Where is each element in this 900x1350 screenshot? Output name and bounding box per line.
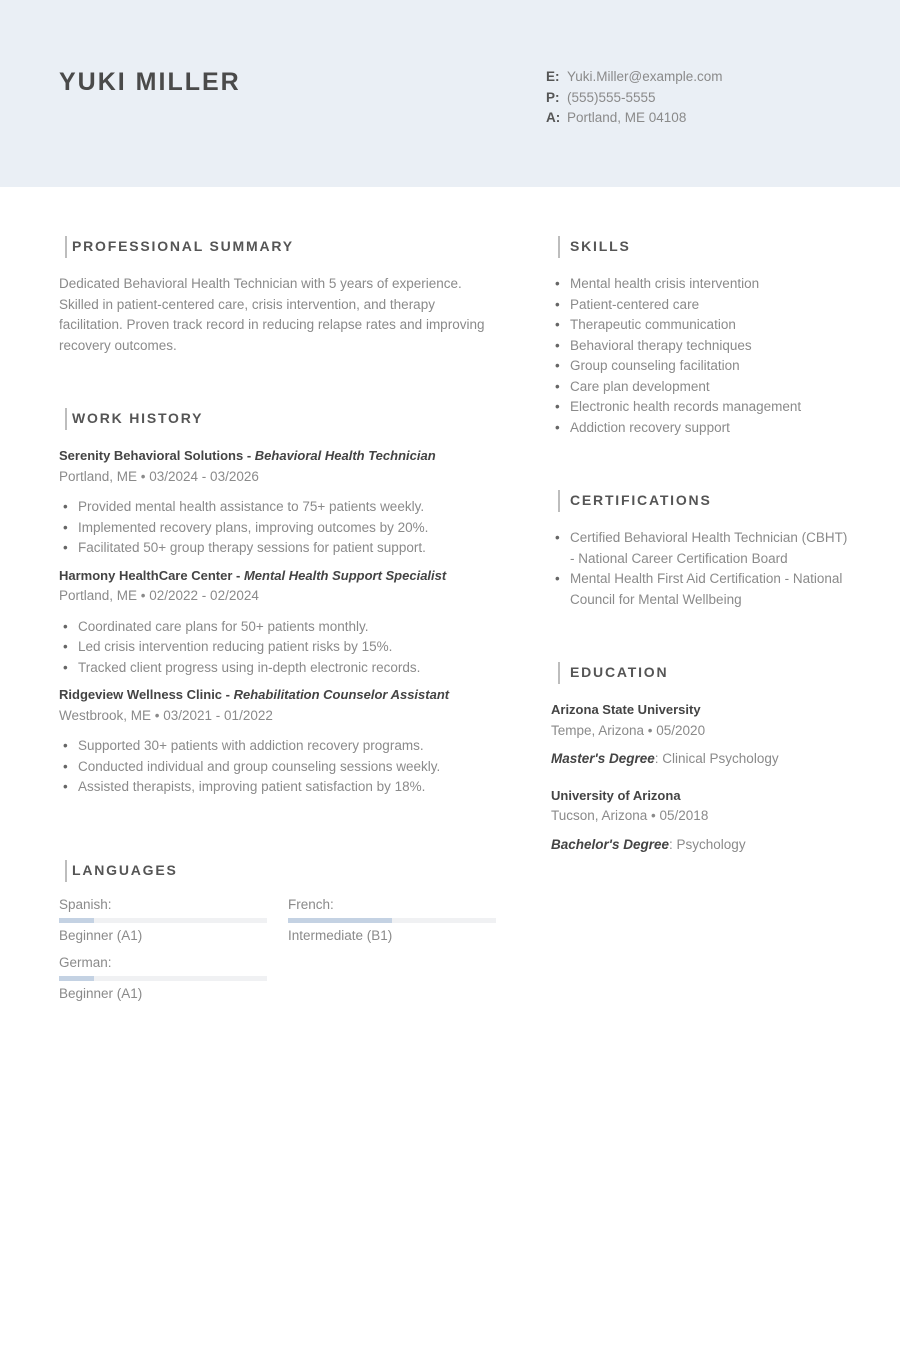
job-entry bbox=[59, 685, 499, 798]
job-separator: - bbox=[243, 448, 255, 463]
languages-heading: LANGUAGES bbox=[59, 860, 499, 882]
job-separator: - bbox=[222, 687, 234, 702]
languages-grid bbox=[59, 896, 499, 1003]
job-meta: Portland, ME • 02/2022 - 02/2024 bbox=[59, 588, 259, 603]
job-company: Serenity Behavioral Solutions bbox=[59, 448, 244, 463]
language-bar bbox=[59, 918, 267, 923]
job-entry bbox=[59, 446, 499, 559]
email-value[interactable]: Yuki.Miller@example.com bbox=[567, 69, 723, 84]
languages-section bbox=[59, 860, 499, 1003]
resume-header bbox=[0, 0, 900, 187]
email-label: E: bbox=[546, 69, 560, 84]
skills-section bbox=[551, 236, 851, 438]
certifications-list bbox=[551, 528, 851, 610]
list-item: • Tracked client progress using in-depth electronic records. bbox=[59, 658, 499, 679]
job-title-line bbox=[59, 685, 499, 706]
edu-school: University of Arizona bbox=[551, 787, 681, 803]
candidate-name: YUKI MILLER bbox=[59, 68, 241, 96]
language-item bbox=[288, 896, 496, 945]
language-bar bbox=[59, 976, 267, 981]
job-company: Ridgeview Wellness Clinic bbox=[59, 687, 223, 702]
list-item: • Certified Behavioral Health Technician (CBHT) - National Career Certification Board bbox=[551, 528, 851, 569]
list-item: • Conducted individual and group counseling sessions weekly. bbox=[59, 757, 499, 778]
education-section bbox=[551, 662, 851, 855]
language-level: Beginner (A1) bbox=[59, 927, 143, 943]
language-level: Intermediate (B1) bbox=[288, 927, 393, 943]
language-name: French: bbox=[288, 896, 334, 912]
language-bar bbox=[288, 918, 496, 923]
edu-separator: : bbox=[669, 836, 677, 852]
address-value: Portland, ME 04108 bbox=[567, 110, 687, 125]
education-heading: EDUCATION bbox=[551, 662, 851, 684]
language-name: Spanish: bbox=[59, 896, 112, 912]
job-role: Mental Health Support Specialist bbox=[243, 567, 447, 583]
work-history-section bbox=[59, 408, 499, 798]
job-title-line bbox=[59, 446, 499, 467]
contact-email-row bbox=[546, 67, 723, 88]
job-meta: Westbrook, ME • 03/2021 - 01/2022 bbox=[59, 707, 273, 723]
edu-degree: Bachelor's Degree bbox=[551, 836, 670, 852]
list-item: • Group counseling facilitation bbox=[551, 356, 851, 377]
job-role: Behavioral Health Technician bbox=[254, 448, 436, 463]
job-meta: Portland, ME • 03/2024 - 03/2026 bbox=[59, 468, 259, 484]
list-item: • Care plan development bbox=[551, 377, 851, 398]
language-bar-fill bbox=[288, 918, 392, 923]
job-bullets bbox=[59, 497, 499, 559]
edu-degree: Master's Degree bbox=[551, 751, 655, 766]
certifications-heading: CERTIFICATIONS bbox=[551, 490, 851, 512]
phone-label: P: bbox=[546, 89, 560, 105]
list-item: • Mental Health First Aid Certification - National Council for Mental Wellbeing bbox=[551, 569, 851, 610]
list-item: • Therapeutic communication bbox=[551, 315, 851, 336]
contact-address-row bbox=[546, 108, 723, 129]
edu-degree-line bbox=[551, 835, 851, 856]
list-item: • Implemented recovery plans, improving outcomes by 20%. bbox=[59, 518, 499, 539]
edu-meta: Tucson, Arizona • 05/2018 bbox=[551, 808, 709, 823]
work-history-heading: WORK HISTORY bbox=[59, 408, 499, 430]
job-role: Rehabilitation Counselor Assistant bbox=[233, 687, 450, 702]
education-entry bbox=[551, 786, 851, 856]
job-bullets bbox=[59, 617, 499, 679]
list-item: • Patient-centered care bbox=[551, 295, 851, 316]
list-item: • Addiction recovery support bbox=[551, 418, 851, 439]
language-item bbox=[59, 954, 267, 1003]
right-column bbox=[551, 236, 851, 855]
language-name: German: bbox=[59, 954, 112, 970]
skills-list bbox=[551, 274, 851, 438]
left-column bbox=[59, 236, 499, 1003]
skills-heading: SKILLS bbox=[551, 236, 851, 258]
edu-school: Arizona State University bbox=[551, 702, 701, 717]
list-item: • Coordinated care plans for 50+ patients monthly. bbox=[59, 617, 499, 638]
list-item: • Electronic health records management bbox=[551, 397, 851, 418]
job-title-line bbox=[59, 566, 499, 587]
summary-heading: PROFESSIONAL SUMMARY bbox=[59, 236, 499, 258]
job-company: Harmony HealthCare Center bbox=[59, 567, 233, 583]
phone-value: (555)555-5555 bbox=[567, 89, 656, 105]
edu-degree-line bbox=[551, 749, 851, 770]
language-level: Beginner (A1) bbox=[59, 985, 143, 1001]
certifications-section bbox=[551, 490, 851, 610]
language-bar-fill bbox=[59, 976, 94, 981]
job-bullets bbox=[59, 736, 499, 798]
language-bar-fill bbox=[59, 918, 94, 923]
list-item: • Led crisis intervention reducing patient risks by 15%. bbox=[59, 637, 499, 658]
summary-text: Dedicated Behavioral Health Technician with 5 years of experience. Skilled in patient-centered care, crisis intervention, and therapy facilitation. Proven track record in reducing relapse rates and improving recovery outcomes. bbox=[59, 276, 485, 353]
list-item: • Facilitated 50+ group therapy sessions for patient support. bbox=[59, 538, 499, 559]
list-item: • Mental health crisis intervention bbox=[551, 274, 851, 295]
list-item: • Behavioral therapy techniques bbox=[551, 336, 851, 357]
edu-field: Psychology bbox=[676, 836, 746, 852]
edu-separator: : bbox=[654, 751, 663, 766]
job-separator: - bbox=[232, 567, 244, 583]
contact-phone-row bbox=[546, 88, 723, 109]
summary-section bbox=[59, 236, 499, 356]
list-item: • Assisted therapists, improving patient satisfaction by 18%. bbox=[59, 777, 499, 798]
list-item: • Provided mental health assistance to 75+ patients weekly. bbox=[59, 497, 499, 518]
job-entry bbox=[59, 566, 499, 679]
address-label: A: bbox=[546, 110, 561, 125]
edu-field: Clinical Psychology bbox=[662, 751, 779, 766]
contact-block bbox=[546, 67, 723, 129]
language-item bbox=[59, 896, 267, 945]
list-item: • Supported 30+ patients with addiction recovery programs. bbox=[59, 736, 499, 757]
education-entry bbox=[551, 700, 851, 770]
edu-meta: Tempe, Arizona • 05/2020 bbox=[551, 722, 706, 738]
